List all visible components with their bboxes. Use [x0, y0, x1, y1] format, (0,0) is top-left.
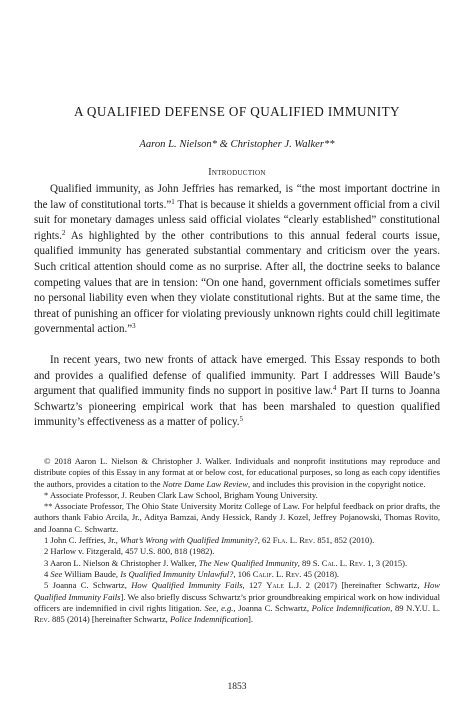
body-paragraph-1 — [34, 182, 440, 338]
footnotes — [34, 456, 440, 625]
body-text: Qualified immunity, as John Jeffries has remarked, is “the most important doctrine in the law of constitutional torts.” — [34, 183, 440, 211]
footnote-ref-1: 1 — [171, 197, 175, 206]
body-paragraph-2 — [34, 353, 440, 431]
footnote-double-star: ** Associate Professor, The Ohio State University Moritz College of Law. For helpful feedback on prior drafts, the authors thank Fabio Arcila, Jr., Aditya Bamzai, Andy Hessick, Randy J. Kozel, Jeffrey Pojanowski, Thomas Rovito, and Joanna C. Schwartz. — [34, 501, 440, 534]
page-number: 1853 — [227, 682, 247, 692]
footnote-2: 2 Harlow v. Fitzgerald, 457 U.S. 800, 818 (1982). — [44, 546, 215, 557]
footnote-ref-4: 4 — [332, 384, 337, 393]
footnote-ref-2: 2 — [61, 228, 66, 237]
footnote-ref-3: 3 — [132, 322, 136, 331]
body-text: That is because it shields a government official from a civil suit for monetary damages unless said official violates “clearly established” constitutional rights. — [34, 198, 440, 242]
author-line: Aaron L. Nielson* & Christopher J. Walker** — [139, 139, 335, 150]
section-heading: Introduction — [208, 167, 266, 178]
body-text: Part II turns to Joanna Schwartz’s pioneering empirical work that has been marshaled to question qualified immunity’s effectiveness as a matter of policy. — [34, 385, 440, 429]
footnote-ref-5: 5 — [239, 415, 244, 424]
body-text: In recent years, two new fronts of attack have emerged. This Essay responds to both and provides a qualified defense of qualified immunity. Part I addresses Will Baude’s argument that qualified immunity finds no support in positive law. — [34, 354, 440, 398]
footnote-3: 3 Aaron L. Nielson & Christopher J. Walker, The New Qualified Immunity, 89 S. Cal. L. Rev. 1, 3 (2015). — [44, 557, 408, 568]
footnote-1: 1 John C. Jeffries, Jr., What’s Wrong with Qualified Immunity?, 62 Fla. L. Rev. 851, 852 (2010). — [44, 535, 375, 546]
body-text: As highlighted by the other contributions to this annual federal courts issue, qualified immunity has generated substantial commentary and criticism over the years. Such critical attention should come as no surprise. After all, the doctrine seeks to balance competing values that are in tension: “On one hand, government officials sometimes suffer no personal liability even when they violate constitutional rights. But at the same time, the threat of punishing an officer for violating previously unknown rights could chill legitimate governmental action.” — [34, 229, 440, 336]
footnote-4: 4 See William Baude, Is Qualified Immunity Unlawful?, 106 Calif. L. Rev. 45 (2018). — [44, 568, 340, 579]
footnote-star: * Associate Professor, J. Reuben Clark Law School, Brigham Young University. — [44, 489, 318, 500]
copyright-note: © 2018 Aaron L. Nielson & Christopher J. Walker. Individuals and nonprofit institutions may reproduce and distribute copies of this Essay in any format at or below cost, for educational purposes, so long as each copy identifies the authors, provides a citation to the Notre Dame Law Review, and includes this provision in the copyright notice. — [34, 456, 440, 489]
article-title: A QUALIFIED DEFENSE OF QUALIFIED IMMUNITY — [74, 104, 400, 119]
footnote-5: 5 Joanna C. Schwartz, How Qualified Immunity Fails, 127 Yale L.J. 2 (2017) [hereinafter Schwartz, How Qualified Immunity Fails]. We also briefly discuss Schwartz’s prior groundbreaking empirical work on how individual officers are indemnified in civil rights litigation. See, e.g., Joanna C. Schwartz, Police Indemnification, 89 N.Y.U. L. Rev. 885 (2014) [hereinafter Schwartz, Police Indemnification]. — [34, 580, 440, 625]
